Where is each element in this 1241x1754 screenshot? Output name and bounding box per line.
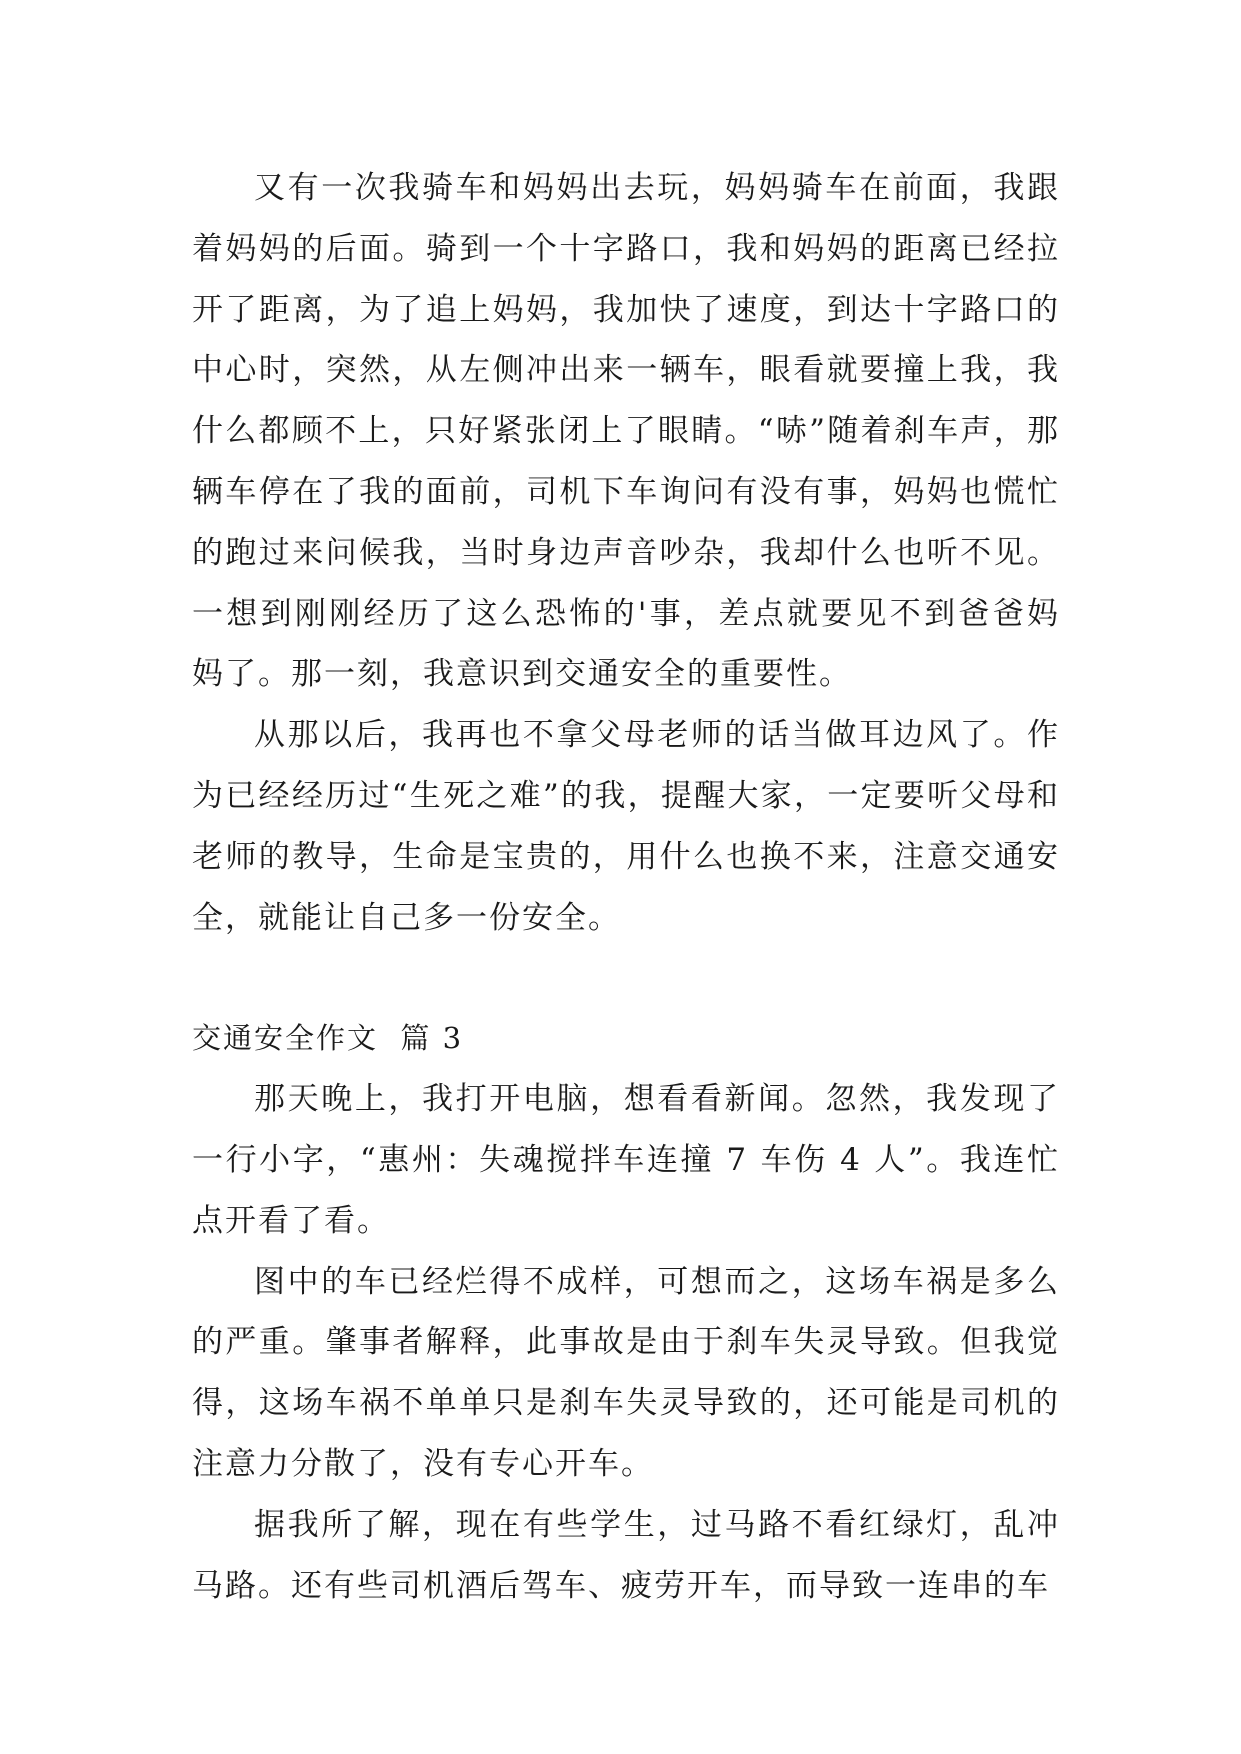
paragraph-reflection: 从那以后，我再也不拿父母老师的话当做耳边风了。作为已经经历过“生死之难”的我，提醒大家，一定要听父母和老师的教导，生命是宝贵的，用什么也换不来，注意交通安全，就能让自己多一份安全。 [192,717,1060,936]
paragraph-observation: 据我所了解，现在有些学生，过马路不看红绿灯，乱冲马路。还有些司机酒后驾车、疲劳开车，而导致一连串的车 [192,1506,1060,1604]
paragraph-accident-cause: 图中的车已经烂得不成样，可想而之，这场车祸是多么的严重。肇事者解释，此事故是由于刹车失灵导致。但我觉得，这场车祸不单单只是刹车失灵导致的，还可能是司机的注意力分散了，没有专心开车。 [192,1263,1060,1482]
paragraph-crossing-story: 又有一次我骑车和妈妈出去玩，妈妈骑车在前面，我跟着妈妈的后面。骑到一个十字路口，我和妈妈的距离已经拉开了距离，为了追上妈妈，我加快了速度，到达十字路口的中心时，突然，从左侧冲出来一辆车，眼看就要撞上我，我什么都顾不上，只好紧张闭上了眼睛。“哧”随着刹车声，那辆车停在了我的面前，司机下车询问有没有事，妈妈也慌忙的跑过来问候我，当时身边声音吵杂，我却什么也听不见。一想到刚刚经历了这么恐怖的'事，差点就要见不到爸爸妈妈了。那一刻，我意识到交通安全的重要性。 [192,170,1060,693]
document-body [192,158,1060,1616]
paragraph-news: 那天晚上，我打开电脑，想看看新闻。忽然，我发现了一行小字，“惠州：失魂搅拌车连撞 7 车伤 4 人”。我连忙点开看了看。 [192,1081,1060,1239]
section-heading: 交通安全作文 篇 3 [192,1021,464,1056]
